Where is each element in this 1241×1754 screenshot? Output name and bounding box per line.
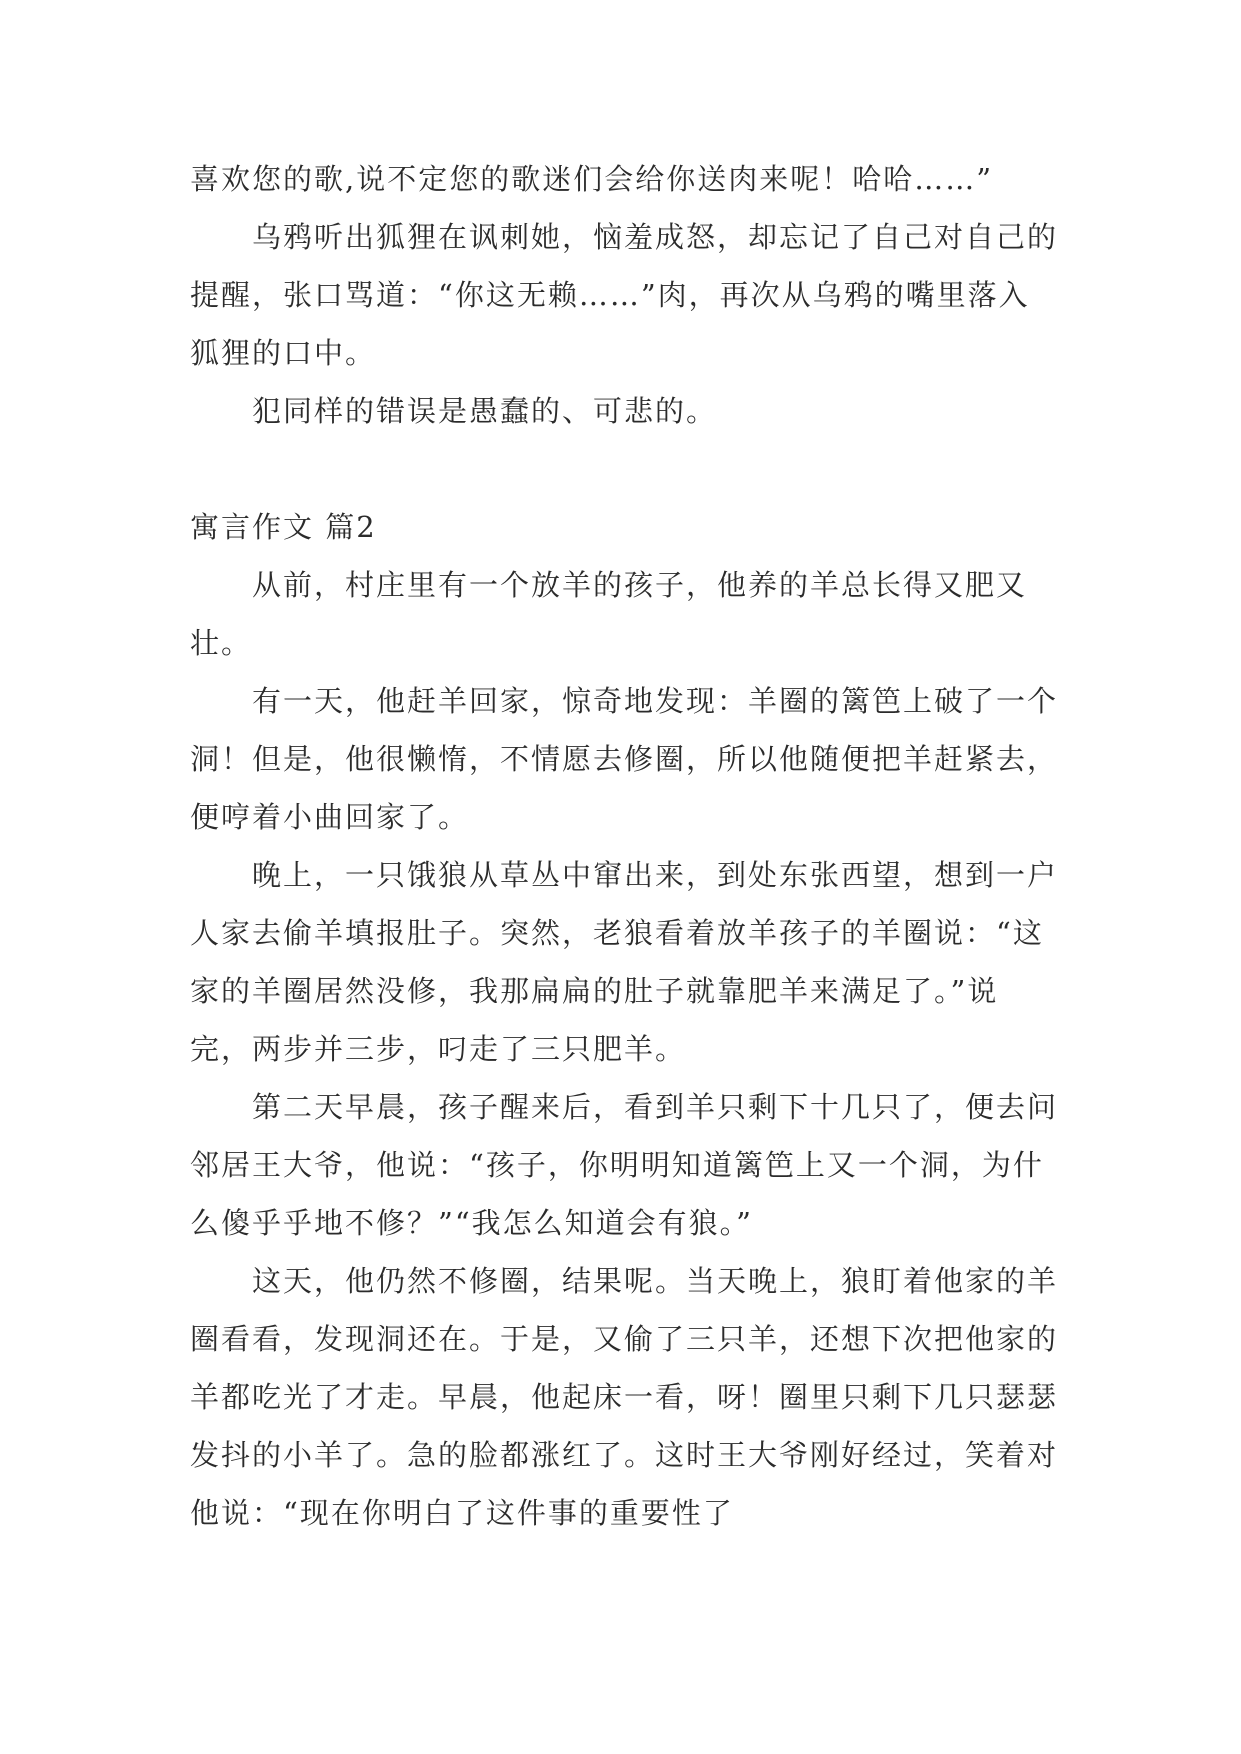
paragraph: 犯同样的错误是愚蠢的、可悲的。 (252, 394, 718, 428)
paragraph: 有一天，他赶羊回家，惊奇地发现：羊圈的篱笆上破了一个洞！但是，他很懒惰，不情愿去修圈，所以他随便把羊赶紧去，便哼着小曲回家了。 (190, 684, 1059, 834)
paragraph: 这天，他仍然不修圈，结果呢。当天晚上，狼盯着他家的羊圈看看，发现洞还在。于是，又偷了三只羊，还想下次把他家的羊都吃光了才走。早晨，他起床一看，呀！圈里只剩下几只瑟瑟发抖的小羊了。急的脸都涨红了。这时王大爷刚好经过，笑着对他说：“现在你明白了这件事的重要性了 (190, 1264, 1059, 1530)
section-spacer (190, 440, 1060, 498)
paragraph: 第二天早晨，孩子醒来后，看到羊只剩下十几只了，便去问邻居王大爷，他说：“孩子，你明明知道篱笆上又一个洞，为什么傻乎乎地不修？”“我怎么知道会有狼。” (190, 1090, 1059, 1240)
section-title: 寓言作文 篇2 (190, 510, 377, 544)
paragraph: 乌鸦听出狐狸在讽刺她，恼羞成怒，却忘记了自己对自己的提醒，张口骂道：“你这无赖……”肉，再次从乌鸦的嘴里落入狐狸的口中。 (190, 220, 1059, 370)
paragraph: 晚上，一只饿狼从草丛中窜出来，到处东张西望，想到一户人家去偷羊填报肚子。突然，老狼看着放羊孩子的羊圈说：“这家的羊圈居然没修，我那扁扁的肚子就靠肥羊来满足了。”说完，两步并三步，叼走了三只肥羊。 (190, 858, 1059, 1066)
paragraph: 从前，村庄里有一个放羊的孩子，他养的羊总长得又肥又壮。 (190, 568, 1028, 660)
paragraph-continuation: 喜欢您的歌,说不定您的歌迷们会给你送肉来呢！哈哈……” (190, 162, 994, 196)
document-body (190, 150, 1060, 1542)
